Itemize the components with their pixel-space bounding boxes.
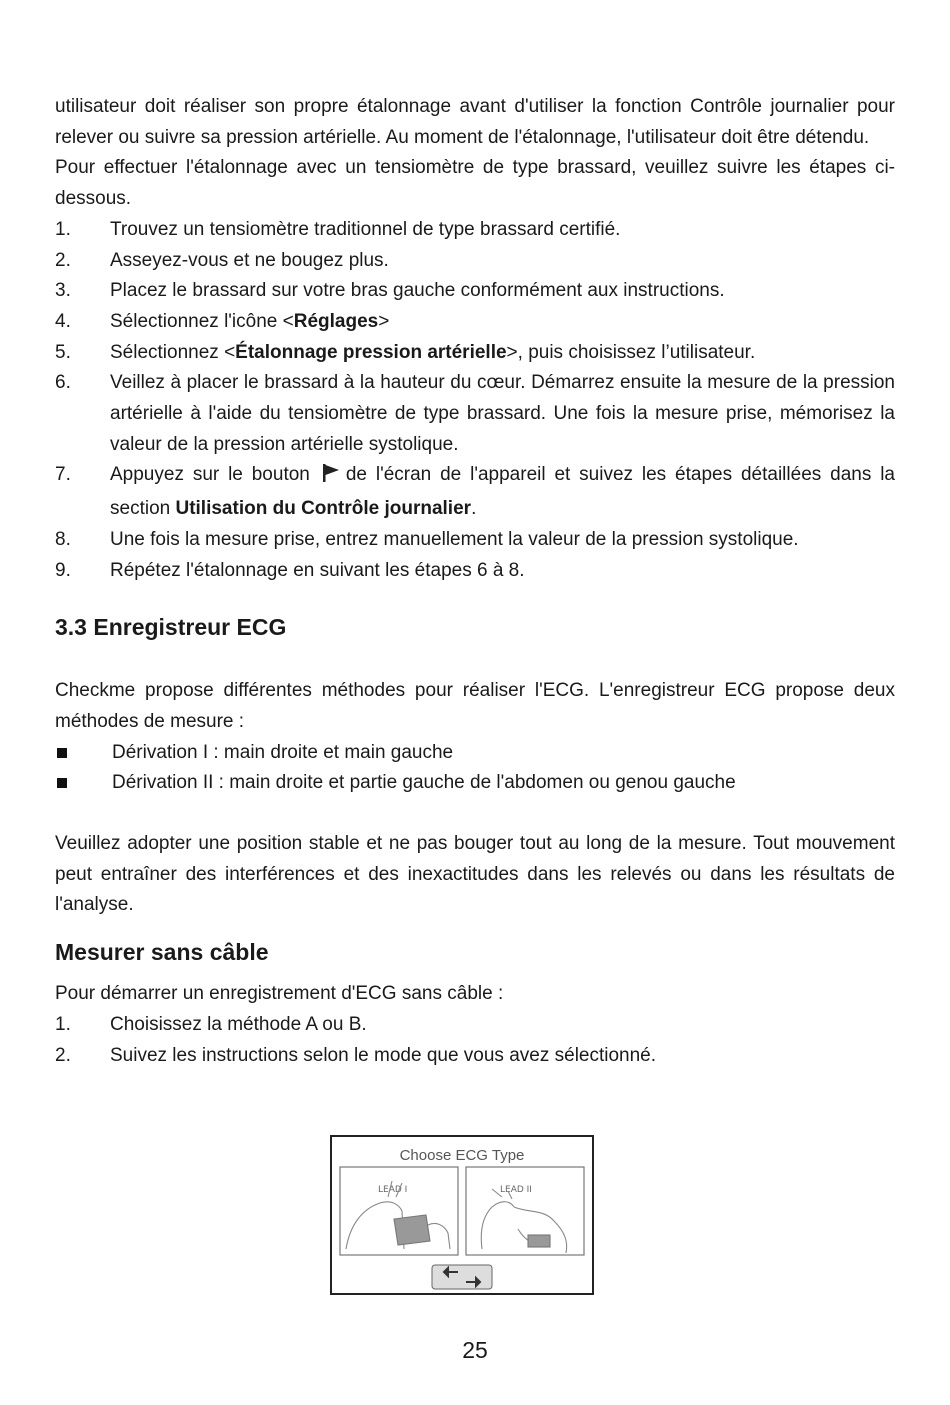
back-button xyxy=(432,1265,492,1289)
list-item: Dérivation I : main droite et main gauche xyxy=(55,738,895,769)
lead-ii-label: LEAD II xyxy=(500,1185,532,1195)
list-item: 9. Répétez l'étalonnage en suivant les étapes 6 à 8. xyxy=(55,559,525,581)
section-heading: 3.3 Enregistreur ECG xyxy=(55,614,287,641)
intro-paragraph-2: Pour effectuer l'étalonnage avec un tensiomètre de type brassard, veuillez suivre les étapes ci-dessous. xyxy=(55,157,895,210)
bullet-icon xyxy=(55,768,112,799)
settings-label: Réglages xyxy=(293,310,379,332)
section-note: Veuillez adopter une position stable et ne pas bouger tout au long de la mesure. Tout mouvement peut entraîner des interférences et des inexactitudes dans les relevés ou dans les résultats de l'analyse. xyxy=(55,833,895,916)
list-item: 4. Sélectionnez l'icône <Réglages> xyxy=(55,310,390,332)
page-content xyxy=(55,92,895,1071)
list-item: Dérivation II : main droite et partie gauche de l'abdomen ou genou gauche xyxy=(55,768,895,799)
lead-i-hands-drawing xyxy=(346,1181,450,1249)
list-item: 1. Choisissez la méthode A ou B. xyxy=(55,1013,367,1035)
list-item: 1. Trouvez un tensiomètre traditionnel de type brassard certifié. xyxy=(55,218,621,240)
list-item: 8. Une fois la mesure prise, entrez manuellement la valeur de la pression systolique. xyxy=(55,528,799,550)
ecg-type-illustration xyxy=(332,1137,592,1293)
list-item: 5. Sélectionnez <Étalonnage pression artérielle>, puis choisissez l’utilisateur. xyxy=(55,341,756,363)
list-item: 3. Placez le brassard sur votre bras gauche conformément aux instructions. xyxy=(55,280,725,302)
calibration-menu-label: Étalonnage pression artérielle xyxy=(235,341,507,363)
section-intro: Checkme propose différentes méthodes pour réaliser l'ECG. L'enregistreur ECG propose deux méthodes de mesure : xyxy=(55,680,895,732)
ecg-type-screenshot xyxy=(330,1135,594,1295)
page-number: 25 xyxy=(462,1337,488,1363)
figure-title: Choose ECG Type xyxy=(399,1147,525,1164)
bullet-icon xyxy=(55,738,112,769)
daily-check-section-label: Utilisation du Contrôle journalier xyxy=(175,498,472,520)
list-item: 2. Asseyez-vous et ne bougez plus. xyxy=(55,249,389,271)
subsection-heading: Mesurer sans câble xyxy=(55,939,269,966)
calibration-steps-list xyxy=(55,215,895,586)
flag-icon xyxy=(322,463,340,494)
list-item: 6. Veillez à placer le brassard à la hauteur du cœur. Démarrez ensuite la mesure de la pression artérielle à l'aide du tensiomètre de type brassard. Une fois la mesure prise, mémorisez la valeur de la pression artérielle systolique. xyxy=(55,372,895,455)
lead-ii-body-drawing xyxy=(481,1189,566,1253)
lead-i-label: LEAD I xyxy=(378,1185,408,1195)
subsection-intro: Pour démarrer un enregistrement d'ECG sans câble : xyxy=(55,983,504,1005)
list-item: 2. Suivez les instructions selon le mode que vous avez sélectionné. xyxy=(55,1044,657,1066)
intro-paragraph-1: utilisateur doit réaliser son propre étalonnage avant d'utiliser la fonction Contrôle journalier pour relever ou suivre sa pression artérielle. Au moment de l'étalonnage, l'utilisateur doit être détendu. xyxy=(55,96,895,148)
list-item: 7. Appuyez sur le bouton de l'écran de l'appareil et suivez les étapes détaillées dans la section Utilisation du Contrôle journalier. xyxy=(55,464,895,520)
